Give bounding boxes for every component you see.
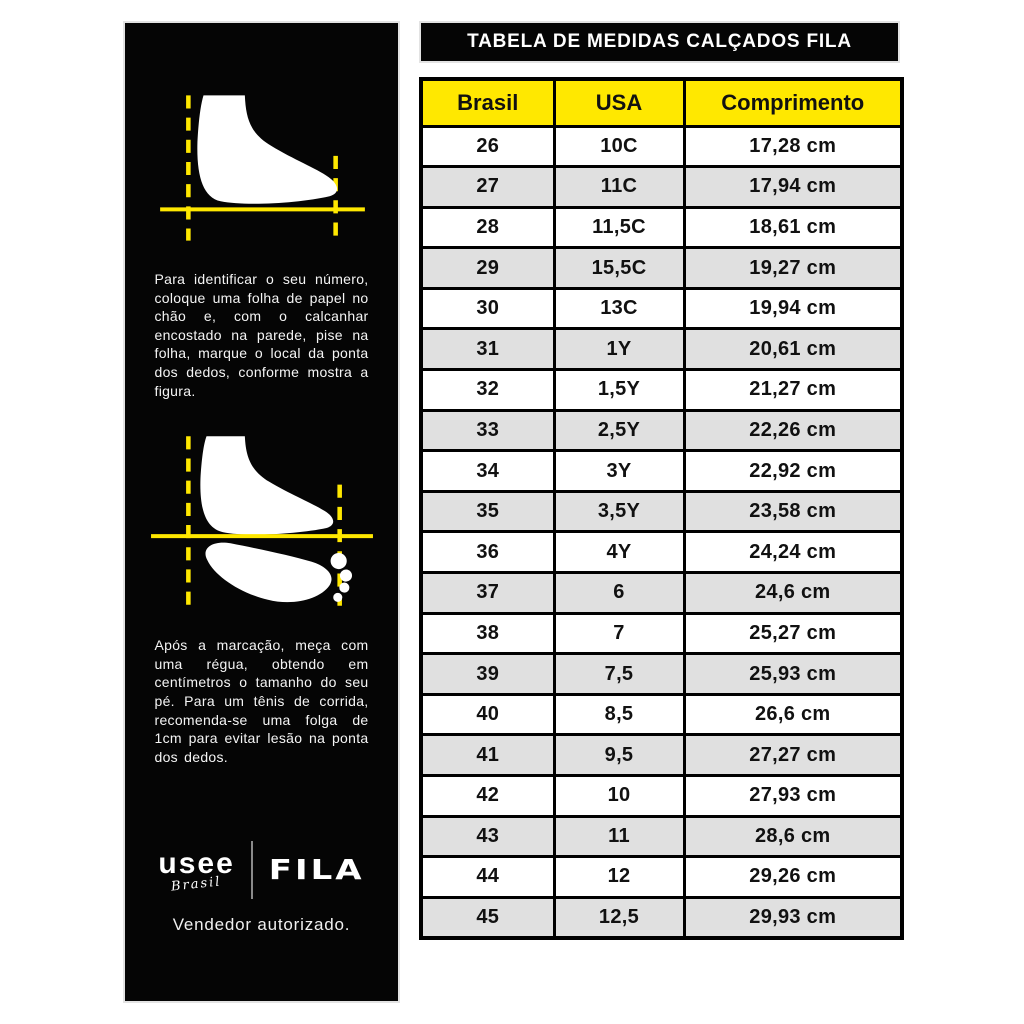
- table-row: [421, 735, 902, 776]
- cell-usa: 8,5: [554, 694, 684, 735]
- cell-usa: 4Y: [554, 532, 684, 573]
- cell-comprimento: 27,93 cm: [684, 776, 902, 817]
- table-row: [421, 126, 902, 167]
- cell-usa: 11: [554, 816, 684, 857]
- cell-brasil: 36: [421, 532, 554, 573]
- instruction-text-1: Para identificar o seu número, coloque uma folha de papel no chão e, com o calcanhar encostado na parede, pise na folha, marque o local da ponta dos dedos, conforme mostra a figura.: [154, 271, 369, 399]
- cell-usa: 1Y: [554, 329, 684, 370]
- table-row: [421, 897, 902, 938]
- cell-comprimento: 29,93 cm: [684, 897, 902, 938]
- cell-usa: 3Y: [554, 451, 684, 492]
- cell-brasil: 39: [421, 654, 554, 695]
- cell-comprimento: 28,6 cm: [684, 816, 902, 857]
- cell-comprimento: 17,28 cm: [684, 126, 902, 167]
- table-title-bar: [419, 21, 900, 63]
- size-table-body: [421, 126, 902, 938]
- vendor-authorized-text: Vendedor autorizado.: [172, 915, 351, 934]
- cell-comprimento: 20,61 cm: [684, 329, 902, 370]
- cell-brasil: 42: [421, 776, 554, 817]
- cell-usa: 1,5Y: [554, 370, 684, 411]
- cell-comprimento: 19,27 cm: [684, 248, 902, 289]
- cell-brasil: 41: [421, 735, 554, 776]
- usee-logo: [158, 846, 235, 895]
- cell-usa: 10C: [554, 126, 684, 167]
- cell-comprimento: 25,93 cm: [684, 654, 902, 695]
- logo-row: [158, 839, 364, 901]
- cell-brasil: 40: [421, 694, 554, 735]
- cell-comprimento: 27,27 cm: [684, 735, 902, 776]
- table-row: [421, 288, 902, 329]
- table-row: [421, 248, 902, 289]
- col-header-comprimento: Comprimento: [684, 79, 902, 126]
- cell-usa: 13C: [554, 288, 684, 329]
- cell-usa: 10: [554, 776, 684, 817]
- instruction-text-2: Após a marcação, meça com uma régua, obtendo em centímetros o tamanho do seu pé. Para um tênis de corrida, recomenda-se uma folga de 1cm para evitar lesão na ponta dos dedos.: [154, 637, 369, 765]
- fila-logo: FILA: [268, 853, 365, 887]
- table-row: [421, 654, 902, 695]
- table-row: [421, 167, 902, 208]
- cell-usa: 7: [554, 613, 684, 654]
- table-row: [421, 532, 902, 573]
- cell-comprimento: 17,94 cm: [684, 167, 902, 208]
- header-row: [421, 79, 902, 126]
- cell-comprimento: 21,27 cm: [684, 370, 902, 411]
- cell-usa: 7,5: [554, 654, 684, 695]
- col-header-brasil: Brasil: [421, 79, 554, 126]
- cell-brasil: 44: [421, 857, 554, 898]
- usee-brasil-script: Brasil: [170, 873, 223, 895]
- cell-brasil: 45: [421, 897, 554, 938]
- cell-comprimento: 24,24 cm: [684, 532, 902, 573]
- col-header-usa: USA: [554, 79, 684, 126]
- cell-brasil: 31: [421, 329, 554, 370]
- table-row: [421, 857, 902, 898]
- cell-usa: 11,5C: [554, 207, 684, 248]
- cell-usa: 15,5C: [554, 248, 684, 289]
- table-row: [421, 370, 902, 411]
- cell-comprimento: 23,58 cm: [684, 491, 902, 532]
- logo-divider: [251, 841, 253, 899]
- size-table: [419, 77, 904, 940]
- cell-comprimento: 22,92 cm: [684, 451, 902, 492]
- cell-comprimento: 24,6 cm: [684, 573, 902, 614]
- foot-side-measure-icon: [146, 89, 378, 247]
- cell-usa: 11C: [554, 167, 684, 208]
- cell-brasil: 32: [421, 370, 554, 411]
- table-row: [421, 207, 902, 248]
- cell-usa: 2,5Y: [554, 410, 684, 451]
- cell-comprimento: 22,26 cm: [684, 410, 902, 451]
- cell-brasil: 34: [421, 451, 554, 492]
- cell-brasil: 38: [421, 613, 554, 654]
- cell-brasil: 26: [421, 126, 554, 167]
- cell-brasil: 33: [421, 410, 554, 451]
- table-row: [421, 573, 902, 614]
- instruction-panel: [123, 21, 400, 1003]
- table-row: [421, 491, 902, 532]
- cell-comprimento: 26,6 cm: [684, 694, 902, 735]
- cell-usa: 9,5: [554, 735, 684, 776]
- table-row: [421, 451, 902, 492]
- cell-usa: 6: [554, 573, 684, 614]
- cell-usa: 12,5: [554, 897, 684, 938]
- table-row: [421, 410, 902, 451]
- cell-brasil: 43: [421, 816, 554, 857]
- foot-sole-measure-icon: [146, 432, 378, 610]
- cell-comprimento: 25,27 cm: [684, 613, 902, 654]
- table-row: [421, 329, 902, 370]
- cell-brasil: 30: [421, 288, 554, 329]
- cell-usa: 12: [554, 857, 684, 898]
- cell-brasil: 29: [421, 248, 554, 289]
- cell-comprimento: 18,61 cm: [684, 207, 902, 248]
- cell-brasil: 35: [421, 491, 554, 532]
- cell-brasil: 37: [421, 573, 554, 614]
- usee-wordmark: usee: [158, 846, 235, 880]
- table-row: [421, 816, 902, 857]
- cell-usa: 3,5Y: [554, 491, 684, 532]
- cell-brasil: 27: [421, 167, 554, 208]
- table-title: TABELA DE MEDIDAS CALÇADOS FILA: [467, 31, 852, 52]
- cell-brasil: 28: [421, 207, 554, 248]
- table-row: [421, 613, 902, 654]
- table-row: [421, 694, 902, 735]
- table-row: [421, 776, 902, 817]
- cell-comprimento: 29,26 cm: [684, 857, 902, 898]
- cell-comprimento: 19,94 cm: [684, 288, 902, 329]
